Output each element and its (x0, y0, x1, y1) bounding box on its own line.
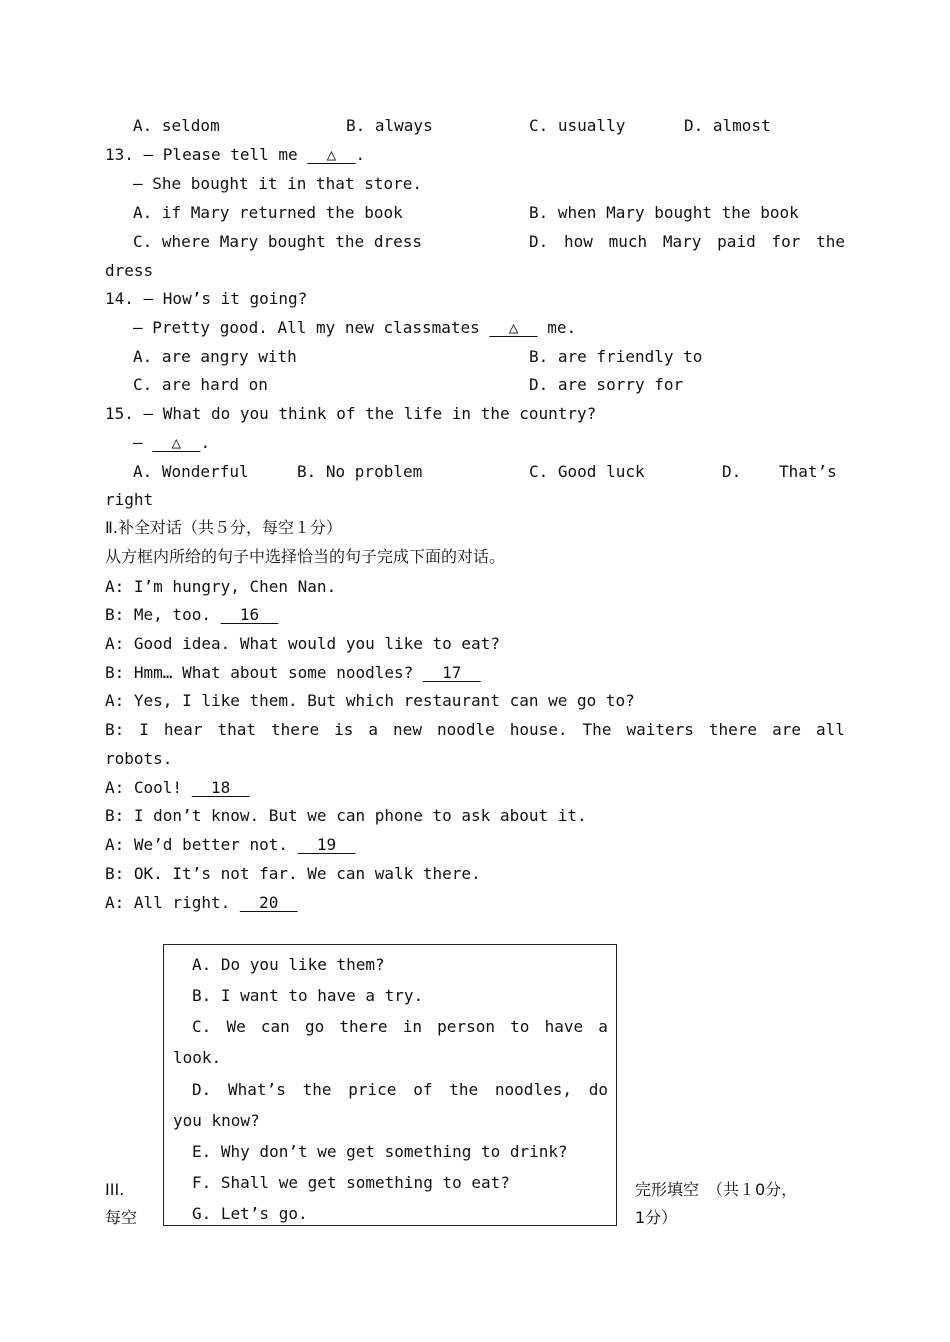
dialogue-line (105, 605, 278, 625)
dialogue-word: house. (509, 720, 568, 739)
box-c-word: have (544, 1017, 584, 1036)
box-c-word: We (226, 1017, 246, 1036)
q14-blank: △ (489, 318, 538, 337)
box-c-word: person (437, 1017, 495, 1036)
q13-blank: △ (307, 145, 356, 164)
box-d-word: What’s (228, 1080, 286, 1099)
box-c-word: in (402, 1017, 422, 1036)
q12-option-d: D. almost (684, 116, 771, 135)
dialogue-word: I (139, 720, 149, 739)
q15-blank: △ (152, 433, 201, 452)
dialogue-line-wrap: robots. (105, 749, 173, 768)
section-3-title-wrap: 1分） (635, 1208, 678, 1227)
q13-d-word: Mary (662, 232, 702, 251)
q13-stem-text: 13. — Please tell me (105, 145, 308, 164)
dialogue-line (105, 663, 481, 683)
q15-option-c: C. Good luck (529, 462, 645, 481)
q13-d-word: much (608, 232, 648, 251)
q14-reply-post: me. (537, 318, 577, 337)
dialogue-word: hear (163, 720, 203, 739)
box-c-word: C. (192, 1017, 212, 1036)
q13-stem-end: . (355, 145, 366, 164)
blank-17: 17 (422, 663, 481, 682)
q14-option-b: B. are friendly to (529, 347, 703, 366)
dialogue-text: B: Hmm… What about some noodles? (105, 663, 423, 682)
box-option-d (192, 1080, 608, 1100)
dialogue-line (105, 778, 250, 798)
dialogue-word: a (368, 720, 379, 739)
box-d-word: the (449, 1080, 479, 1099)
q13-stem (105, 145, 365, 165)
options-box (163, 944, 617, 1226)
box-option-c (192, 1017, 608, 1037)
box-d-word: do (588, 1080, 608, 1099)
q15-option-b: B. No problem (297, 462, 423, 481)
dialogue-line: A: Yes, I like them. But which restaurant can we go to? (105, 691, 635, 710)
dialogue-word: new (393, 720, 422, 739)
box-c-word: go (304, 1017, 325, 1036)
dialogue-text: A: We’d better not. (105, 835, 298, 854)
q13-option-d (529, 232, 845, 252)
box-option-c-wrap: look. (173, 1048, 222, 1067)
q13-d-word: paid (717, 232, 756, 251)
dialogue-word: is (334, 720, 354, 739)
dialogue-line (105, 720, 845, 740)
q13-option-a: A. if Mary returned the book (133, 203, 403, 222)
box-c-word: can (260, 1017, 290, 1036)
box-d-word: D. (192, 1080, 212, 1099)
q15-option-d-label: D. (722, 462, 742, 481)
box-c-word: a (598, 1017, 608, 1036)
q13-option-b: B. when Mary bought the book (529, 203, 799, 222)
box-d-word: price (348, 1080, 397, 1099)
section-2-instruction: 从方框内所给的句子中选择恰当的句子完成下面的对话。 (105, 547, 506, 566)
box-c-word: to (510, 1017, 530, 1036)
dialogue-line (105, 893, 298, 913)
dialogue-word: The (582, 720, 612, 739)
dialogue-word: waiters (626, 720, 694, 739)
q15-stem: 15. — What do you think of the life in the country? (105, 404, 597, 423)
dialogue-text: B: Me, too. (105, 605, 221, 624)
q15-option-a: A. Wonderful (133, 462, 249, 481)
q15-option-d-text: That’s (779, 462, 837, 481)
q13-option-d-wrap: dress (105, 261, 154, 280)
section-3-title: 完形填空 （共１0分， (635, 1180, 798, 1199)
q14-reply (133, 318, 576, 338)
dialogue-line: A: Good idea. What would you like to eat? (105, 634, 500, 653)
box-option-b: B. I want to have a try. (192, 986, 424, 1005)
box-option-g: G. Let’s go. (192, 1204, 308, 1223)
section-3-left: 每空 (105, 1208, 138, 1227)
dialogue-line: B: I don’t know. But we can phone to ask about it. (105, 806, 587, 825)
q15-reply-post: . (200, 433, 211, 452)
dialogue-line (105, 835, 355, 855)
q14-reply-pre: — Pretty good. All my new classmates (133, 318, 490, 337)
q13-reply: — She bought it in that store. (133, 174, 422, 193)
q13-d-word: D. (529, 232, 549, 251)
blank-16: 16 (220, 605, 279, 624)
q15-reply-pre: — (133, 433, 153, 452)
q12-option-a: A. seldom (133, 116, 220, 135)
dialogue-line: A: I’m hungry, Chen Nan. (105, 577, 337, 596)
q14-option-a: A. are angry with (133, 347, 297, 366)
q13-d-word: the (816, 232, 845, 251)
box-d-word: noodles, (494, 1080, 572, 1099)
q13-d-word: for (771, 232, 801, 251)
q13-d-word: how (564, 232, 593, 251)
box-option-d-wrap: you know? (173, 1111, 260, 1130)
blank-20: 20 (239, 893, 298, 912)
q13-option-c: C. where Mary bought the dress (133, 232, 422, 251)
box-d-word: of (413, 1080, 433, 1099)
q14-option-d: D. are sorry for (529, 375, 684, 394)
blank-18: 18 (191, 778, 250, 797)
q15-option-d-wrap: right (105, 490, 154, 509)
dialogue-word: there (270, 720, 320, 739)
box-option-e: E. Why don’t we get something to drink? (192, 1142, 568, 1161)
q14-stem: 14. — How’s it going? (105, 289, 308, 308)
dialogue-word: all (815, 720, 845, 739)
dialogue-word: are (772, 720, 801, 739)
dialogue-line: B: OK. It’s not far. We can walk there. (105, 864, 481, 883)
dialogue-text: A: All right. (105, 893, 240, 912)
dialogue-word: noodle (436, 720, 495, 739)
q12-option-c: C. usually (529, 116, 626, 135)
dialogue-word: B: (105, 720, 125, 739)
box-c-word: there (339, 1017, 388, 1036)
q15-reply (133, 433, 210, 453)
section-2-title: Ⅱ.补全对话（共５分，每空１分） (105, 518, 342, 537)
box-option-f: F. Shall we get something to eat? (192, 1173, 510, 1192)
dialogue-word: that (217, 720, 256, 739)
box-option-a: A. Do you like them? (192, 955, 385, 974)
q14-option-c: C. are hard on (133, 375, 268, 394)
dialogue-word: there (708, 720, 758, 739)
q12-option-b: B. always (346, 116, 433, 135)
box-d-word: the (302, 1080, 332, 1099)
blank-19: 19 (297, 835, 356, 854)
dialogue-text: A: Cool! (105, 778, 192, 797)
section-3-label: III. (105, 1180, 125, 1199)
